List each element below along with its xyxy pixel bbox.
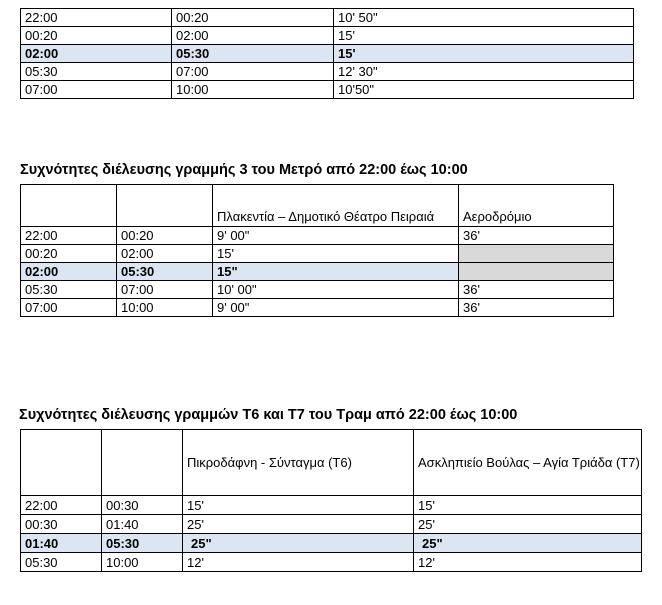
frequency: 15' xyxy=(334,45,634,63)
header-row xyxy=(21,430,642,496)
tram-lines-table xyxy=(20,429,642,572)
time-to: 05:30 xyxy=(117,263,213,281)
time-from: 02:00 xyxy=(21,263,117,281)
table-row xyxy=(21,81,634,99)
frequency-airport: 36' xyxy=(459,227,614,245)
frequency-airport-na xyxy=(459,245,614,263)
table-row xyxy=(21,299,614,317)
time-to: 10:00 xyxy=(102,553,183,572)
frequency-t6: 12' xyxy=(183,553,414,572)
time-to: 05:30 xyxy=(172,45,334,63)
time-from: 05:30 xyxy=(21,281,117,299)
schedule-table-top xyxy=(20,8,634,99)
header-row xyxy=(21,185,614,227)
table-row-highlighted xyxy=(21,534,642,553)
table-row xyxy=(21,553,642,572)
time-to: 00:20 xyxy=(117,227,213,245)
frequency-piraeus: 9' 00" xyxy=(213,299,459,317)
time-from: 07:00 xyxy=(21,299,117,317)
time-from: 07:00 xyxy=(21,81,172,99)
time-to: 01:40 xyxy=(102,515,183,534)
header-t6-line: Πικροδάφνη - Σύνταγμα (Τ6) xyxy=(183,430,414,496)
frequency: 15' xyxy=(334,27,634,45)
table-row xyxy=(21,281,614,299)
frequency-t6: 25' xyxy=(183,515,414,534)
header-empty-from xyxy=(21,185,117,227)
header-empty-to xyxy=(117,185,213,227)
header-empty-from xyxy=(21,430,102,496)
time-to: 07:00 xyxy=(172,63,334,81)
time-to: 10:00 xyxy=(117,299,213,317)
time-to: 07:00 xyxy=(117,281,213,299)
time-from: 22:00 xyxy=(21,227,117,245)
frequency-airport: 36' xyxy=(459,281,614,299)
frequency-t7: 25" xyxy=(414,534,642,553)
table-row xyxy=(21,227,614,245)
time-to: 02:00 xyxy=(117,245,213,263)
time-from: 22:00 xyxy=(21,9,172,27)
time-to: 00:30 xyxy=(102,496,183,515)
time-from: 05:30 xyxy=(21,553,102,572)
frequency-t6: 15' xyxy=(183,496,414,515)
table-row-highlighted xyxy=(21,45,634,63)
header-piraeus-direction: Πλακεντία – Δημοτικό Θέατρο Πειραιά xyxy=(213,185,459,227)
frequency-piraeus: 15" xyxy=(213,263,459,281)
time-from: 00:20 xyxy=(21,27,172,45)
frequency: 10'50" xyxy=(334,81,634,99)
header-empty-to xyxy=(102,430,183,496)
table-row xyxy=(21,496,642,515)
time-from: 00:30 xyxy=(21,515,102,534)
time-from: 01:40 xyxy=(21,534,102,553)
time-to: 02:00 xyxy=(172,27,334,45)
table-row xyxy=(21,27,634,45)
frequency-piraeus: 15' xyxy=(213,245,459,263)
metro-line3-table xyxy=(20,184,614,317)
frequency: 10' 50" xyxy=(334,9,634,27)
table-row xyxy=(21,515,642,534)
time-to: 05:30 xyxy=(102,534,183,553)
frequency-piraeus: 10' 00" xyxy=(213,281,459,299)
table-row xyxy=(21,9,634,27)
header-airport-direction: Αεροδρόμιο xyxy=(459,185,614,227)
time-to: 00:20 xyxy=(172,9,334,27)
time-to: 10:00 xyxy=(172,81,334,99)
frequency-t7: 25' xyxy=(414,515,642,534)
table-row xyxy=(21,245,614,263)
metro-line3-title: Συχνότητες διέλευσης γραμμής 3 του Μετρό από 22:00 έως 10:00 xyxy=(20,162,468,178)
frequency-airport-na xyxy=(459,263,614,281)
time-from: 00:20 xyxy=(21,245,117,263)
frequency-t7: 12' xyxy=(414,553,642,572)
frequency-t6: 25" xyxy=(183,534,414,553)
frequency-piraeus: 9' 00" xyxy=(213,227,459,245)
frequency: 12' 30" xyxy=(334,63,634,81)
time-from: 05:30 xyxy=(21,63,172,81)
frequency-airport: 36' xyxy=(459,299,614,317)
time-from: 22:00 xyxy=(21,496,102,515)
frequency-t7: 15' xyxy=(414,496,642,515)
tram-lines-title: Συχνότητες διέλευσης γραμμών Τ6 και Τ7 του Τραμ από 22:00 έως 10:00 xyxy=(19,407,518,423)
time-from: 02:00 xyxy=(21,45,172,63)
header-t7-line: Ασκληπιείο Βούλας – Αγία Τριάδα (Τ7) xyxy=(414,430,642,496)
table-row xyxy=(21,63,634,81)
table-row-highlighted xyxy=(21,263,614,281)
